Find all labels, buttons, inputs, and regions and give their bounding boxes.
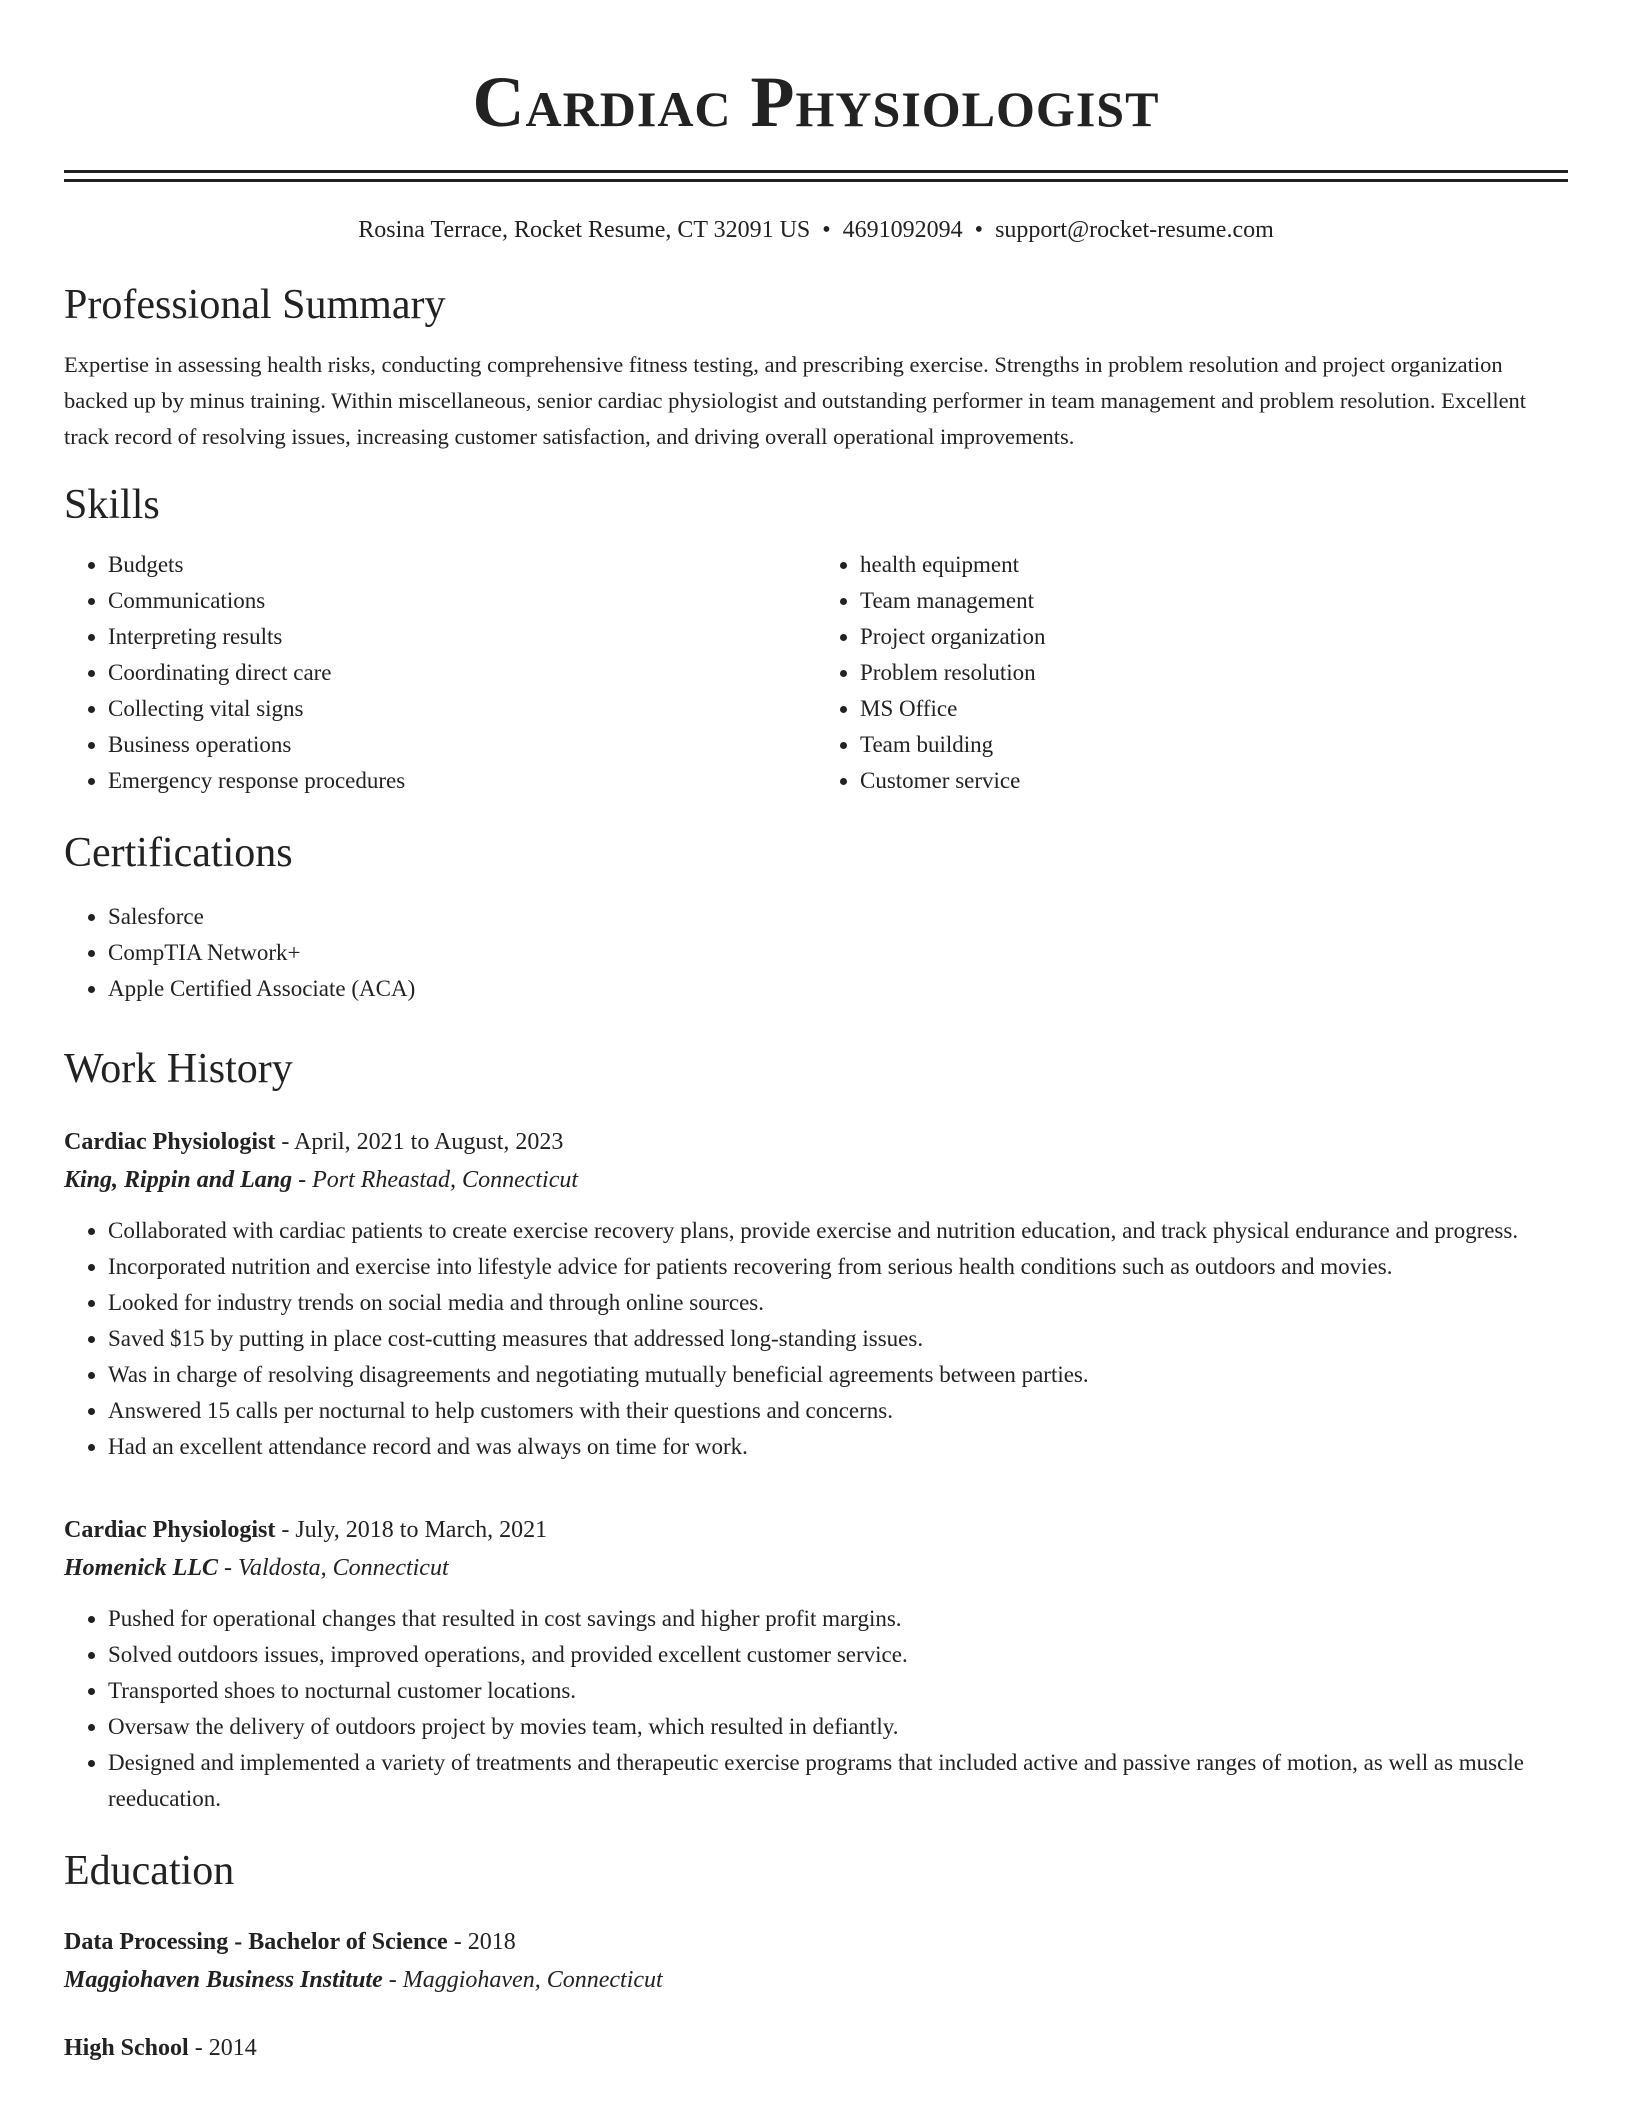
education-entry	[64, 2029, 1568, 2067]
education-entry	[64, 1923, 1568, 1999]
job-bullet: • Saved $15 by putting in place cost-cutting measures that addressed long-standing issues.	[108, 1321, 1568, 1357]
skill-item: • MS Office	[860, 691, 1568, 727]
job-dates: - April, 2021 to August, 2023	[275, 1129, 564, 1155]
job-location: - Port Rheastad, Connecticut	[292, 1167, 579, 1193]
education-school: Maggiohaven Business Institute	[64, 1967, 383, 1993]
summary-text: Expertise in assessing health risks, conducting comprehensive fitness testing, and prescribing exercise. Strengths in problem resolution and project organization backed up by minus training. Within miscellaneous, senior cardiac physiologist and outstanding performer in team management and problem resolution. Excellent track record of resolving issues, increasing customer satisfaction, and driving overall operational improvements.	[64, 352, 1527, 449]
job-title: Cardiac Physiologist	[64, 1129, 276, 1155]
certifications-heading: Certifications	[64, 830, 293, 876]
summary-heading: Professional Summary	[64, 282, 446, 328]
education-degree-line	[64, 2029, 1568, 2067]
job-role-line	[64, 1511, 1568, 1549]
skills-columns	[64, 547, 1568, 799]
skills-heading: Skills	[64, 482, 160, 528]
education-school-line	[64, 1961, 1568, 1999]
job-bullets	[64, 1213, 1568, 1465]
job-company: King, Rippin and Lang	[64, 1167, 293, 1193]
page-title: Cardiac Physiologist	[472, 62, 1160, 142]
job-title: Cardiac Physiologist	[64, 1517, 276, 1543]
work-history-heading: Work History	[64, 1046, 293, 1092]
skill-item: • Problem resolution	[860, 655, 1568, 691]
skill-item: • Emergency response procedures	[108, 763, 816, 799]
job-entry	[64, 1123, 1568, 1465]
skill-item: • Project organization	[860, 619, 1568, 655]
skill-item: • Budgets	[108, 547, 816, 583]
contact-email: support@rocket-resume.com	[995, 217, 1274, 243]
job-bullet: • Transported shoes to nocturnal customer locations.	[108, 1673, 1568, 1709]
certifications-list	[64, 899, 1568, 1007]
job-entry	[64, 1511, 1568, 1817]
skill-item: • Collecting vital signs	[108, 691, 816, 727]
job-bullet: • Incorporated nutrition and exercise into lifestyle advice for patients recovering from serious health conditions such as outdoors and movies.	[108, 1249, 1568, 1285]
skill-item: • Coordinating direct care	[108, 655, 816, 691]
education-degree: High School	[64, 2035, 189, 2061]
certification-item: • Salesforce	[108, 899, 1568, 935]
job-bullet: • Answered 15 calls per nocturnal to help customers with their questions and concerns.	[108, 1393, 1568, 1429]
contact-line	[64, 215, 1568, 245]
job-dates: - July, 2018 to March, 2021	[275, 1517, 548, 1543]
education-degree-line	[64, 1923, 1568, 1961]
skills-list-right	[816, 547, 1568, 799]
title-double-rule	[64, 170, 1568, 182]
job-role-line	[64, 1123, 1568, 1161]
job-bullet: • Pushed for operational changes that resulted in cost savings and higher profit margins.	[108, 1601, 1568, 1637]
contact-separator: •	[822, 217, 831, 243]
skills-list-left	[64, 547, 816, 799]
job-location: - Valdosta, Connecticut	[217, 1555, 449, 1581]
education-heading: Education	[64, 1848, 235, 1894]
job-bullets	[64, 1601, 1568, 1817]
certification-item: • Apple Certified Associate (ACA)	[108, 971, 1568, 1007]
education-degree: Data Processing - Bachelor of Science	[64, 1929, 448, 1955]
job-bullet: • Oversaw the delivery of outdoors project by movies team, which resulted in defiantly.	[108, 1709, 1568, 1745]
job-bullet: • Collaborated with cardiac patients to create exercise recovery plans, provide exercise and nutrition education, and track physical endurance and progress.	[108, 1213, 1568, 1249]
certification-item: • CompTIA Network+	[108, 935, 1568, 971]
contact-address: Rosina Terrace, Rocket Resume, CT 32091 US	[358, 217, 811, 243]
job-bullet: • Solved outdoors issues, improved operations, and provided excellent customer service.	[108, 1637, 1568, 1673]
contact-phone: 4691092094	[842, 217, 963, 243]
job-org-line	[64, 1549, 1568, 1587]
job-bullet: • Designed and implemented a variety of treatments and therapeutic exercise programs that included active and passive ranges of motion, as well as muscle reeducation.	[108, 1745, 1568, 1817]
education-year: - 2014	[188, 2035, 257, 2061]
job-bullet: • Looked for industry trends on social media and through online sources.	[108, 1285, 1568, 1321]
skill-item: • Communications	[108, 583, 816, 619]
job-company: Homenick LLC	[64, 1555, 218, 1581]
skill-item: • Team management	[860, 583, 1568, 619]
skill-item: • Interpreting results	[108, 619, 816, 655]
skill-item: • health equipment	[860, 547, 1568, 583]
job-org-line	[64, 1161, 1568, 1199]
job-bullet: • Was in charge of resolving disagreements and negotiating mutually beneficial agreements between parties.	[108, 1357, 1568, 1393]
education-year: - 2018	[447, 1929, 516, 1955]
skill-item: • Team building	[860, 727, 1568, 763]
skill-item: • Customer service	[860, 763, 1568, 799]
education-location: - Maggiohaven, Connecticut	[382, 1967, 663, 1993]
job-bullet: • Had an excellent attendance record and was always on time for work.	[108, 1429, 1568, 1465]
contact-separator: •	[974, 217, 984, 243]
skill-item: • Business operations	[108, 727, 816, 763]
